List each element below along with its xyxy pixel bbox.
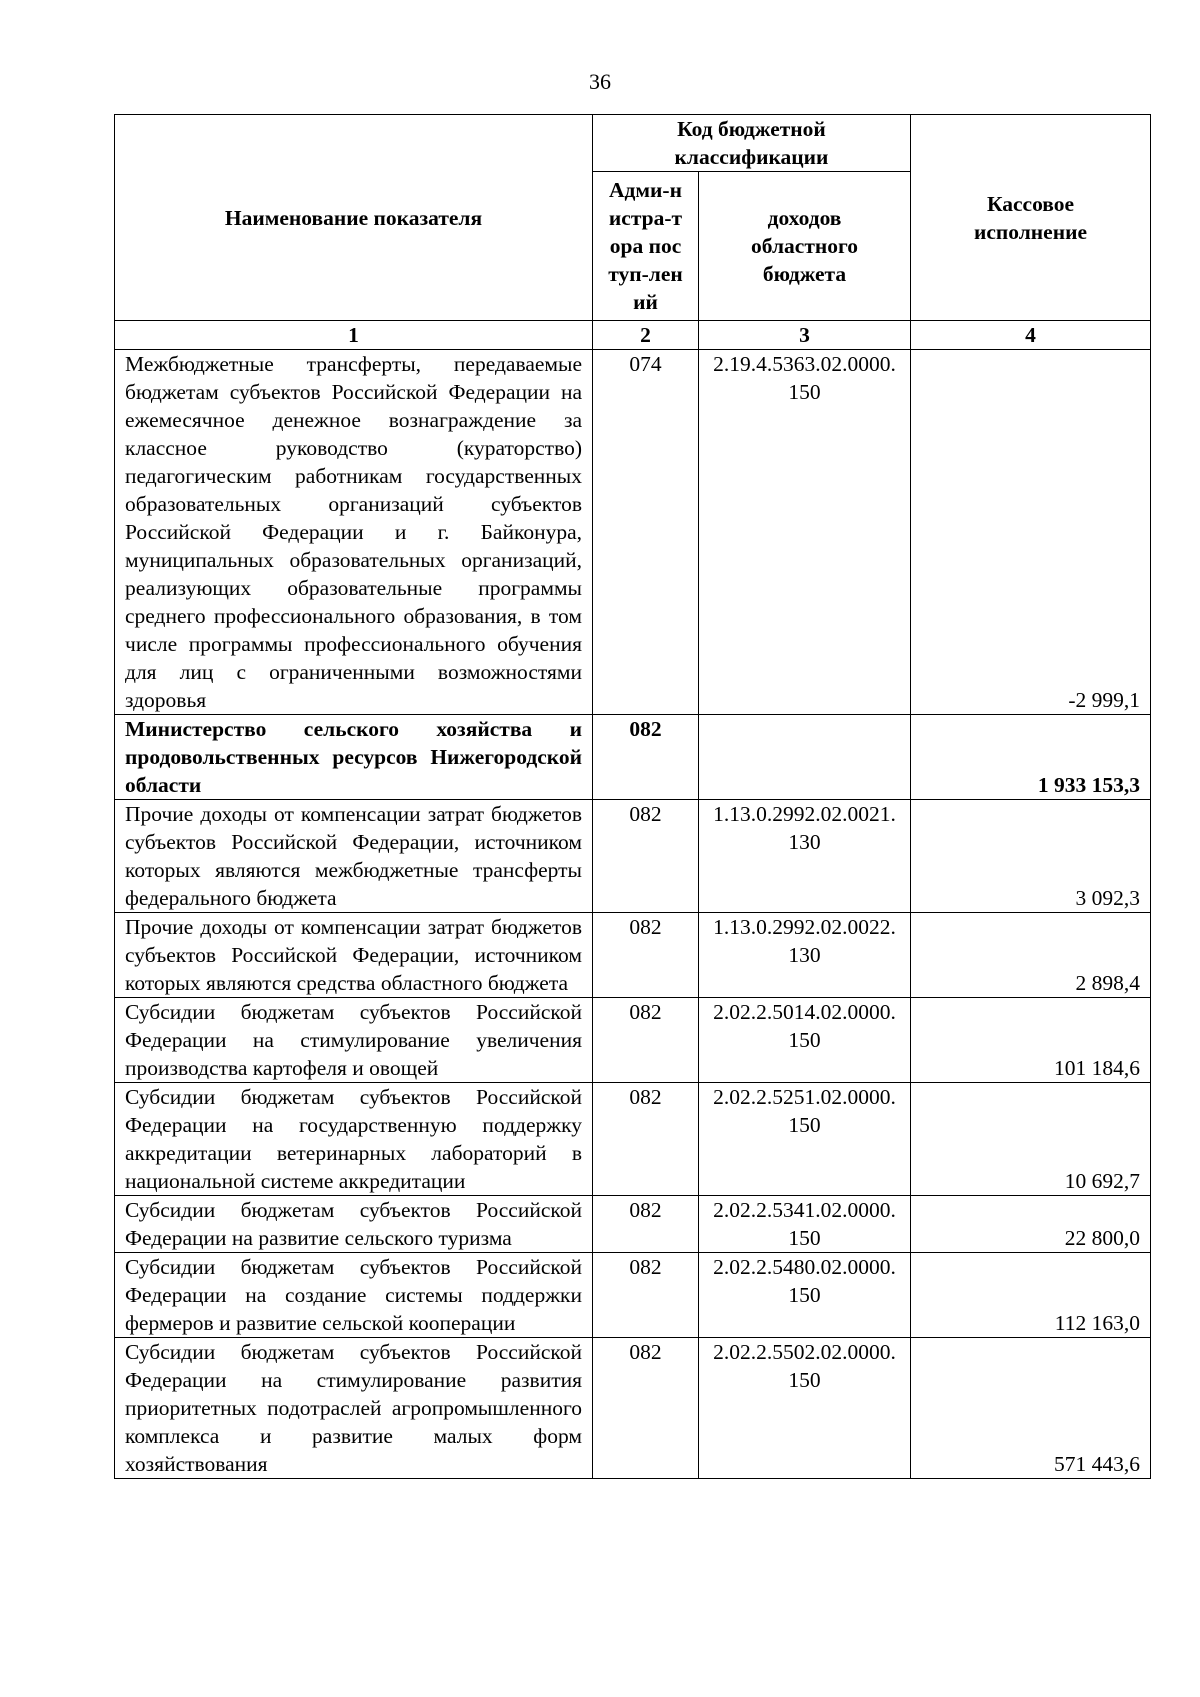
header-name: Наименование показателя (115, 115, 593, 321)
row-admin-code: 082 (593, 1083, 699, 1196)
table-row (115, 1083, 1151, 1196)
row-name: Прочие доходы от компенсации затрат бюджетов субъектов Российской Федерации, источником которых являются межбюджетные трансферты федерального бюджета (115, 800, 593, 913)
header-admin (593, 172, 699, 321)
column-numbers-row (115, 321, 1151, 350)
table-row (115, 1196, 1151, 1253)
header-execution-text: Кассовое исполнение (973, 191, 1088, 244)
row-admin-code: 082 (593, 800, 699, 913)
row-admin-code: 082 (593, 1196, 699, 1253)
row-amount: 571 443,6 (911, 1338, 1151, 1479)
row-amount: 2 898,4 (911, 913, 1151, 998)
table-row (115, 350, 1151, 715)
header-code-group-text: Код бюджетной классификации (674, 117, 829, 169)
row-admin-code: 082 (593, 1253, 699, 1338)
row-amount: 22 800,0 (911, 1196, 1151, 1253)
header-admin-text: Адми-нистра-тора поступ-лений (608, 178, 683, 314)
row-admin-code: 082 (593, 715, 699, 800)
row-amount: 112 163,0 (911, 1253, 1151, 1338)
table-row (115, 998, 1151, 1083)
header-income-text: доходов областного бюджета (751, 206, 858, 286)
row-amount: 10 692,7 (911, 1083, 1151, 1196)
row-budget-code (699, 715, 911, 800)
budget-table (114, 114, 1151, 1479)
row-budget-code: 2.02.2.5014.02.0000. 150 (699, 998, 911, 1083)
row-name: Прочие доходы от компенсации затрат бюджетов субъектов Российской Федерации, источником которых являются средства областного бюджета (115, 913, 593, 998)
column-number: 4 (911, 321, 1151, 350)
column-number: 2 (593, 321, 699, 350)
row-amount: 101 184,6 (911, 998, 1151, 1083)
row-budget-code: 2.02.2.5251.02.0000. 150 (699, 1083, 911, 1196)
row-name: Межбюджетные трансферты, передаваемые бюджетам субъектов Российской Федерации на ежемесячное денежное вознаграждение за классное руководство (кураторство) педагогическим работникам государственных образовательных организаций субъектов Российской Федерации и г. Байконура, муниципальных образовательных организаций, реализующих образовательные программы среднего профессионального образования, в том числе программы профессионального обучения для лиц с ограниченными возможностями здоровья (115, 350, 593, 715)
table-body (115, 350, 1151, 1479)
header-code-group (593, 115, 911, 172)
row-budget-code: 2.02.2.5502.02.0000. 150 (699, 1338, 911, 1479)
row-name: Субсидии бюджетам субъектов Российской Федерации на государственную поддержку аккредитации ветеринарных лабораторий в национальной системе аккредитации (115, 1083, 593, 1196)
row-amount: 1 933 153,3 (911, 715, 1151, 800)
row-admin-code: 074 (593, 350, 699, 715)
row-name: Министерство сельского хозяйства и продовольственных ресурсов Нижегородской области (115, 715, 593, 800)
row-name: Субсидии бюджетам субъектов Российской Федерации на стимулирование развития приоритетных подотраслей агропромышленного комплекса и развитие малых форм хозяйствования (115, 1338, 593, 1479)
row-budget-code: 2.02.2.5341.02.0000. 150 (699, 1196, 911, 1253)
row-budget-code: 2.02.2.5480.02.0000. 150 (699, 1253, 911, 1338)
table-row (115, 1338, 1151, 1479)
row-budget-code: 1.13.0.2992.02.0022. 130 (699, 913, 911, 998)
table-row (115, 800, 1151, 913)
table-row (115, 715, 1151, 800)
row-admin-code: 082 (593, 1338, 699, 1479)
row-amount: -2 999,1 (911, 350, 1151, 715)
header-execution (911, 115, 1151, 321)
row-amount: 3 092,3 (911, 800, 1151, 913)
column-number: 3 (699, 321, 911, 350)
row-budget-code: 2.19.4.5363.02.0000. 150 (699, 350, 911, 715)
header-income (699, 172, 911, 321)
table-row (115, 1253, 1151, 1338)
row-admin-code: 082 (593, 913, 699, 998)
row-name: Субсидии бюджетам субъектов Российской Федерации на развитие сельского туризма (115, 1196, 593, 1253)
row-name: Субсидии бюджетам субъектов Российской Федерации на создание системы поддержки фермеров и развитие сельской кооперации (115, 1253, 593, 1338)
row-budget-code: 1.13.0.2992.02.0021. 130 (699, 800, 911, 913)
table-row (115, 913, 1151, 998)
column-number: 1 (115, 321, 593, 350)
row-name: Субсидии бюджетам субъектов Российской Федерации на стимулирование увеличения производства картофеля и овощей (115, 998, 593, 1083)
page-number: 36 (589, 69, 611, 94)
row-admin-code: 082 (593, 998, 699, 1083)
